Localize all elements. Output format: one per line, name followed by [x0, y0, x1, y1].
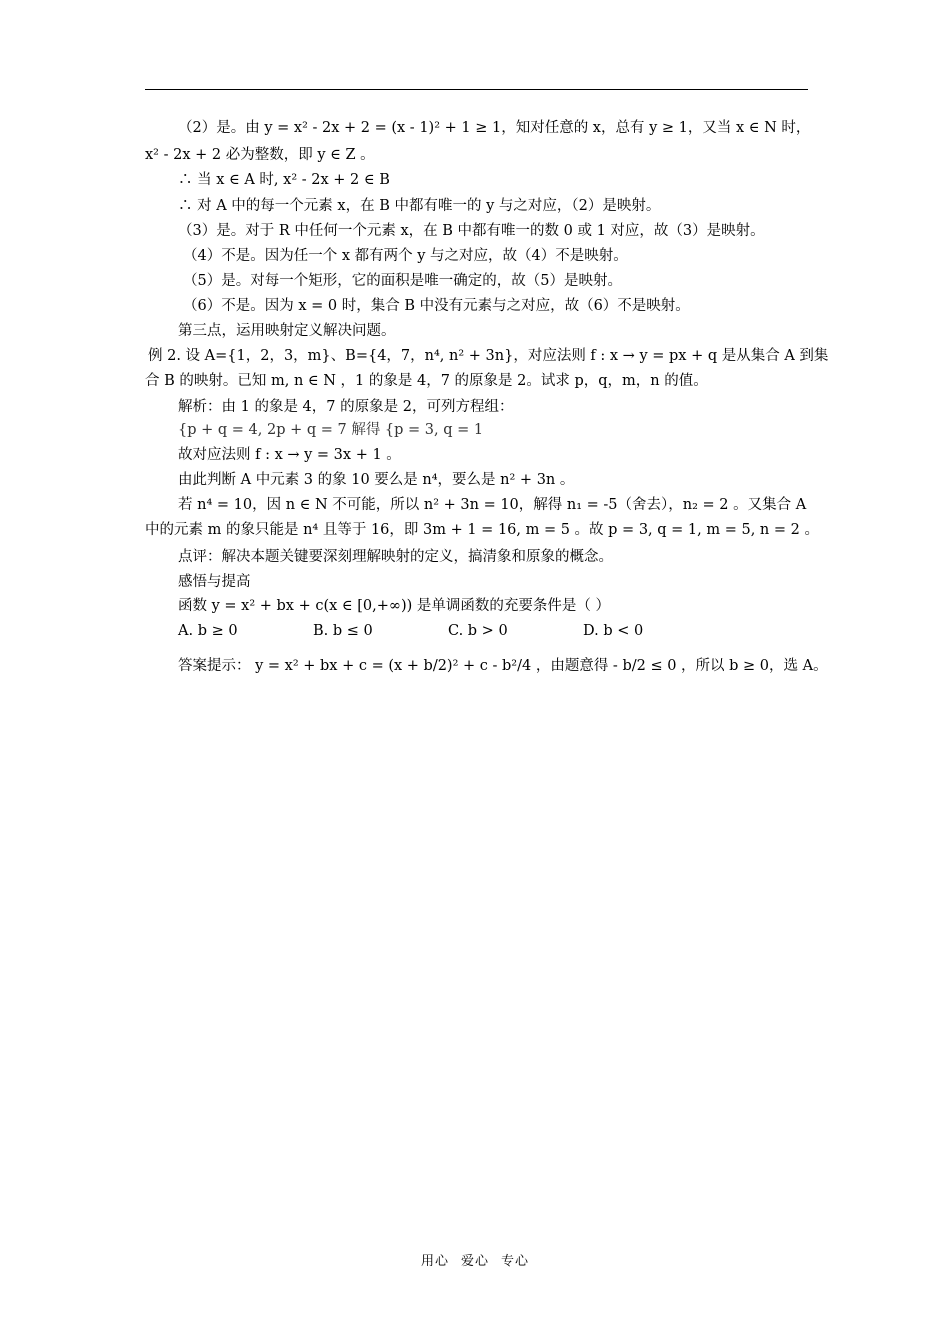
text-line: 点评：解决本题关键要深刻理解映射的定义，搞清象和原象的概念。 [178, 549, 613, 565]
answer-options [145, 621, 810, 641]
footer-word: 爱心 [460, 1254, 489, 1269]
page-footer [0, 1250, 950, 1269]
text-line: （2）是。由 y = x² - 2x + 2 = (x - 1)² + 1 ≥ 1，知对任意的 x，总有 y ≥ 1，又当 x ∈ N 时， [178, 120, 811, 136]
text-line: 中的元素 m 的象只能是 n⁴ 且等于 16，即 3m + 1 = 16, m = 5 。故 p = 3, q = 1, m = 5, n = 2 。 [145, 522, 819, 538]
text-line: 第三点，运用映射定义解决问题。 [178, 323, 396, 339]
text-line: （5）是。对每一个矩形，它的面积是唯一确定的，故（5）是映射。 [183, 273, 622, 289]
text-line: 合 B 的映射。已知 m, n ∈ N ，1 的象是 4，7 的原象是 2。试求 p，q，m，n 的值。 [145, 373, 708, 389]
text-line: 由此判断 A 中元素 3 的象 10 要么是 n⁴，要么是 n² + 3n 。 [178, 472, 575, 488]
answer-hint: 答案提示： y = x² + bx + c = (x + b/2)² + c - b²/4 ，由题意得 - b/2 ≤ 0 ，所以 b ≥ 0，选 A。 [178, 658, 828, 674]
header-rule [145, 89, 808, 90]
equation-system: {p + q = 4, 2p + q = 7 解得 {p = 3, q = 1 [178, 422, 484, 438]
option-a: A. b ≥ 0 [178, 623, 238, 639]
text-line: 解析：由 1 的象是 4，7 的原象是 2，可列方程组： [178, 399, 514, 415]
text-line: ∴ 当 x ∈ A 时, x² - 2x + 2 ∈ B [178, 172, 390, 188]
option-b: B. b ≤ 0 [313, 623, 373, 639]
text-line: （6）不是。因为 x = 0 时，集合 B 中没有元素与之对应，故（6）不是映射。 [183, 298, 690, 314]
example-2-line: 例 2. 设 A={1，2，3，m}、B={4，7，n⁴, n² + 3n}，对应法则 f : x → y = px + q 是从集合 A 到集 [148, 348, 829, 364]
text-line: （3）是。对于 R 中任何一个元素 x，在 B 中都有唯一的数 0 或 1 对应，故（3）是映射。 [178, 223, 765, 239]
text-line: 若 n⁴ = 10，因 n ∈ N 不可能，所以 n² + 3n = 10，解得 n₁ = -5（舍去），n₂ = 2 。又集合 A [178, 497, 807, 513]
option-c: C. b > 0 [448, 623, 508, 639]
section-heading: 感悟与提高 [178, 574, 251, 590]
question-line: 函数 y = x² + bx + c(x ∈ [0,+∞)) 是单调函数的充要条件是（ ） [178, 598, 611, 614]
option-d: D. b < 0 [583, 623, 644, 639]
text-line: ∴ 对 A 中的每一个元素 x，在 B 中都有唯一的 y 与之对应，（2）是映射。 [178, 198, 661, 214]
text-line: （4）不是。因为任一个 x 都有两个 y 与之对应，故（4）不是映射。 [183, 248, 628, 264]
text-line: 故对应法则 f : x → y = 3x + 1 。 [178, 447, 401, 463]
text-line: x² - 2x + 2 必为整数，即 y ∈ Z 。 [145, 147, 375, 163]
footer-word: 用心 [420, 1254, 449, 1269]
footer-word: 专心 [501, 1254, 530, 1269]
